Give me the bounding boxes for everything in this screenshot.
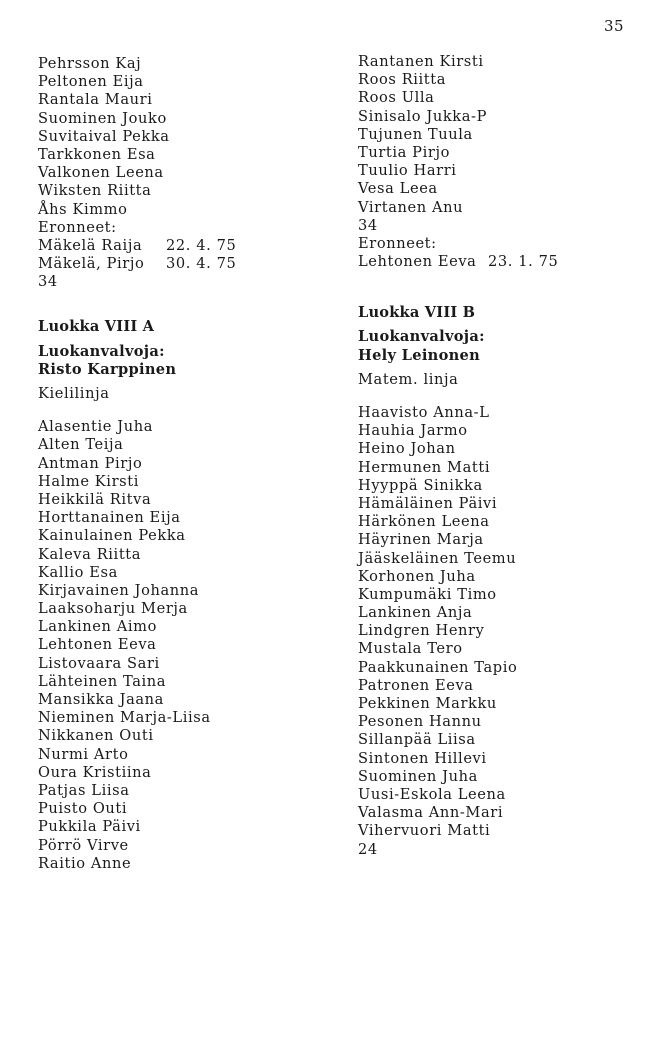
list-item: Sinisalo Jukka-P	[358, 107, 488, 125]
list-item: Jääskeläinen Teemu	[358, 549, 517, 567]
resigned-date: 22. 4. 75	[166, 236, 237, 254]
list-item: Antman Pirjo	[38, 454, 143, 472]
student-count: 34	[358, 216, 378, 234]
class-title: Luokka VIII B	[358, 304, 476, 322]
right-group1-list	[358, 53, 648, 217]
list-item: Lankinen Anja	[358, 604, 473, 622]
list-item: Vihervuori Matti	[358, 822, 491, 840]
list-item: Pekkinen Markku	[358, 695, 497, 712]
list-item: Suominen Jouko	[38, 109, 167, 127]
list-item: Kirjavainen Johanna	[38, 581, 200, 599]
list-item: Hauhia Jarmo	[358, 422, 468, 440]
list-item: Pukkila Päivi	[38, 818, 141, 836]
resigned-row	[38, 255, 328, 273]
list-item: Kumpumäki Timo	[358, 585, 497, 603]
list-item: Laaksoharju Merja	[38, 600, 188, 618]
list-item: Puisto Outi	[38, 800, 128, 818]
list-item: Uusi-Eskola Leena	[358, 785, 506, 803]
list-item: Listovaara Sari	[38, 654, 160, 672]
resigned-name: Mäkelä, Pirjo	[38, 255, 145, 273]
resigned-date: 23. 1. 75	[488, 253, 559, 271]
list-item: Haavisto Anna-L	[358, 404, 490, 421]
list-item: Turtia Pirjo	[358, 143, 450, 161]
line-name: Kielilinja	[38, 385, 110, 402]
list-item: Lehtonen Eeva	[38, 636, 157, 654]
list-item: Åhs Kimmo	[38, 200, 128, 218]
list-item: Peltonen Eija	[38, 73, 144, 91]
class-title: Luokka VIII A	[38, 318, 155, 336]
list-item: Lankinen Aimo	[38, 618, 158, 636]
list-item: Kainulainen Pekka	[38, 527, 186, 545]
list-item: Lähteinen Taina	[38, 672, 167, 690]
list-item: Nieminen Marja-Liisa	[38, 709, 211, 727]
list-item: Nikkanen Outi	[38, 727, 154, 745]
list-item: Halme Kirsti	[38, 472, 139, 490]
list-item: Häyrinen Marja	[358, 531, 484, 549]
right-student-list	[358, 404, 648, 841]
list-item: Valkonen Leena	[38, 164, 164, 182]
resigned-label: Eronneet:	[358, 234, 437, 252]
resigned-date: 30. 4. 75	[166, 255, 237, 273]
list-item: Sillanpää Liisa	[358, 731, 476, 749]
line-name: Matem. linja	[358, 370, 459, 388]
resigned-name: Mäkelä Raija	[38, 236, 143, 254]
right-column	[358, 53, 648, 859]
left-column	[38, 55, 328, 873]
student-count: 24	[358, 840, 378, 858]
left-group1-list	[38, 55, 328, 219]
list-item: Hämäläinen Päivi	[358, 494, 498, 512]
list-item: Suvitaival Pekka	[38, 127, 170, 145]
list-item: Raitio Anne	[38, 854, 132, 872]
resigned-row	[38, 237, 328, 255]
resigned-name: Lehtonen Eeva	[358, 253, 477, 271]
list-item: Hyyppä Sinikka	[358, 476, 483, 494]
list-item: Härkönen Leena	[358, 513, 490, 531]
list-item: Hermunen Matti	[358, 458, 491, 476]
list-item: Oura Kristiina	[38, 763, 152, 781]
list-item: Roos Ulla	[358, 89, 435, 107]
list-item: Sintonen Hillevi	[358, 749, 487, 767]
list-item: Wiksten Riitta	[38, 182, 152, 200]
list-item: Paakkunainen Tapio	[358, 658, 518, 676]
list-item: Kaleva Riitta	[38, 545, 142, 563]
list-item: Heikkilä Ritva	[38, 490, 152, 508]
list-item: Tuulio Harri	[358, 162, 457, 180]
list-item: Mansikka Jaana	[38, 691, 164, 708]
list-item: Valasma Ann-Mari	[358, 804, 504, 822]
supervisor-label: Luokanvalvoja:	[38, 342, 165, 360]
list-item: Mustala Tero	[358, 640, 463, 658]
resigned-row	[358, 253, 648, 271]
list-item: Lindgren Henry	[358, 622, 485, 640]
list-item: Roos Riitta	[358, 71, 447, 89]
supervisor-name: Hely Leinonen	[358, 346, 481, 364]
list-item: Horttanainen Eija	[38, 509, 181, 527]
list-item: Alasentie Juha	[38, 418, 153, 436]
list-item: Korhonen Juha	[358, 567, 476, 585]
supervisor-label: Luokanvalvoja:	[358, 328, 485, 346]
list-item: Heino Johan	[358, 440, 456, 458]
list-item: Alten Teija	[38, 436, 124, 454]
list-item: Suominen Juha	[358, 767, 478, 785]
resigned-label: Eronneet:	[38, 218, 117, 236]
list-item: Patronen Eeva	[358, 676, 474, 694]
list-item: Tujunen Tuula	[358, 125, 473, 143]
list-item: Pehrsson Kaj	[38, 55, 142, 72]
list-item: Pesonen Hannu	[358, 713, 482, 731]
list-item: Vesa Leea	[358, 180, 438, 198]
list-item: Tarkkonen Esa	[38, 145, 156, 163]
page-number: 35	[604, 17, 625, 35]
list-item: Virtanen Anu	[358, 198, 464, 216]
left-student-list	[38, 418, 328, 873]
list-item: Rantala Mauri	[38, 91, 153, 109]
list-item: Patjas Liisa	[38, 781, 130, 799]
list-item: Nurmi Arto	[38, 745, 129, 763]
list-item: Pörrö Virve	[38, 836, 129, 854]
student-count: 34	[38, 273, 58, 291]
list-item: Rantanen Kirsti	[358, 53, 484, 70]
supervisor-name: Risto Karppinen	[38, 360, 177, 378]
list-item: Kallio Esa	[38, 563, 118, 581]
